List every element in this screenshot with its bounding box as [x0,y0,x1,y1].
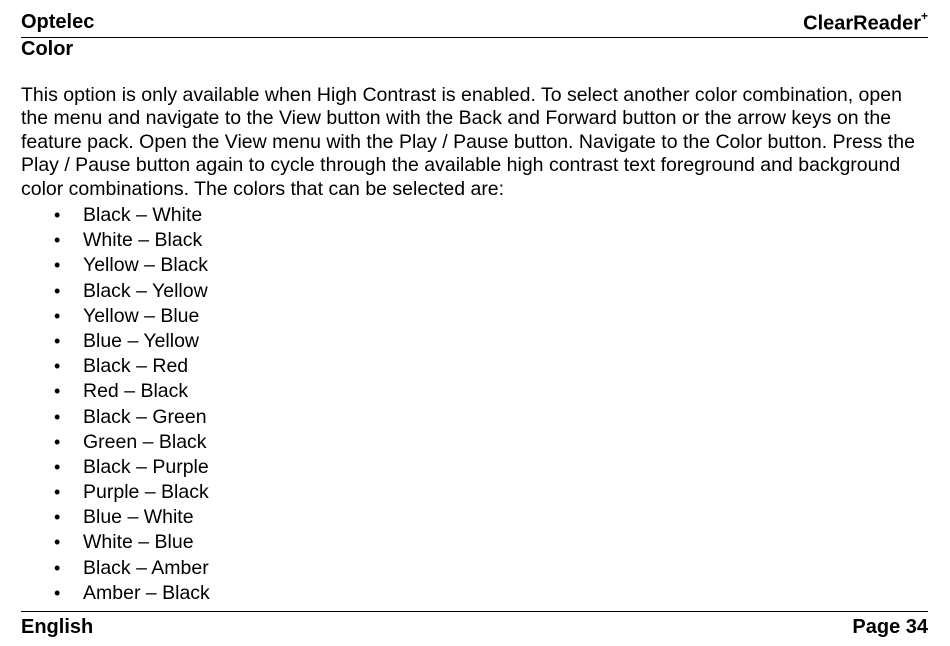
header-product-superscript: + [920,9,928,23]
list-item-label: White – Black [83,229,203,252]
list-item [21,530,210,555]
header-brand: Optelec [21,11,95,33]
page-header [21,11,928,38]
list-item [21,329,210,354]
list-item-label: Blue – Yellow [83,329,200,352]
bullet-icon: • [54,305,61,326]
list-item-label: Yellow – Black [83,254,209,277]
list-item [21,279,210,304]
bullet-icon: • [54,356,61,377]
list-item-label: Black – White [83,204,203,226]
list-item [21,379,210,404]
list-item-label: Yellow – Blue [83,304,200,327]
list-item-label: White – Blue [83,531,194,554]
page-footer [21,611,928,642]
bullet-icon: • [54,582,61,603]
color-combination-list [21,203,210,606]
footer-language: English [21,616,94,638]
bullet-icon: • [54,406,61,427]
header-product-name: ClearReader [803,12,921,35]
list-item-label: Black – Yellow [83,279,208,302]
list-item-label: Red – Black [83,380,189,403]
list-item [21,556,210,581]
list-item-label: Blue – White [83,506,194,529]
bullet-icon: • [54,532,61,553]
list-item-label: Green – Black [83,430,207,453]
bullet-icon: • [54,507,61,528]
list-item [21,480,210,505]
list-item [21,581,210,606]
bullet-icon: • [54,431,61,452]
body-paragraph: This option is only available when High Contrast is enabled. To select another color combination, open the menu and navigate to the View button with the Back and Forward button or the arrow keys on the feature pack. Open the View menu with the Play / Pause button. Navigate to the Color button. Press the Play / Pause button again to cycle through the available high contrast text foreground and background color combinations. The colors that can be selected are: [21,84,915,200]
bullet-icon: • [54,330,61,351]
bullet-icon: • [54,557,61,578]
bullet-icon: • [54,255,61,276]
list-item [21,354,210,379]
header-product [803,11,928,36]
list-item-label: Black – Green [83,405,207,428]
list-item [21,405,210,430]
document-page [21,0,928,646]
list-item-label: Black – Amber [83,556,209,579]
list-item [21,430,210,455]
section-title: Color [21,38,74,60]
footer-page-number: Page 34 [852,616,928,638]
bullet-icon: • [54,456,61,477]
list-item [21,253,210,278]
bullet-icon: • [54,280,61,301]
list-item-label: Purple – Black [83,481,209,504]
bullet-icon: • [54,205,61,225]
list-item-label: Black – Purple [83,455,209,478]
list-item [21,304,210,329]
bullet-icon: • [54,381,61,402]
list-item [21,455,210,480]
list-item [21,203,210,228]
list-item-label: Amber – Black [83,581,210,604]
bullet-icon: • [54,230,61,251]
list-item-label: Black – Red [83,355,189,378]
list-item [21,505,210,530]
list-item [21,228,210,253]
bullet-icon: • [54,482,61,503]
